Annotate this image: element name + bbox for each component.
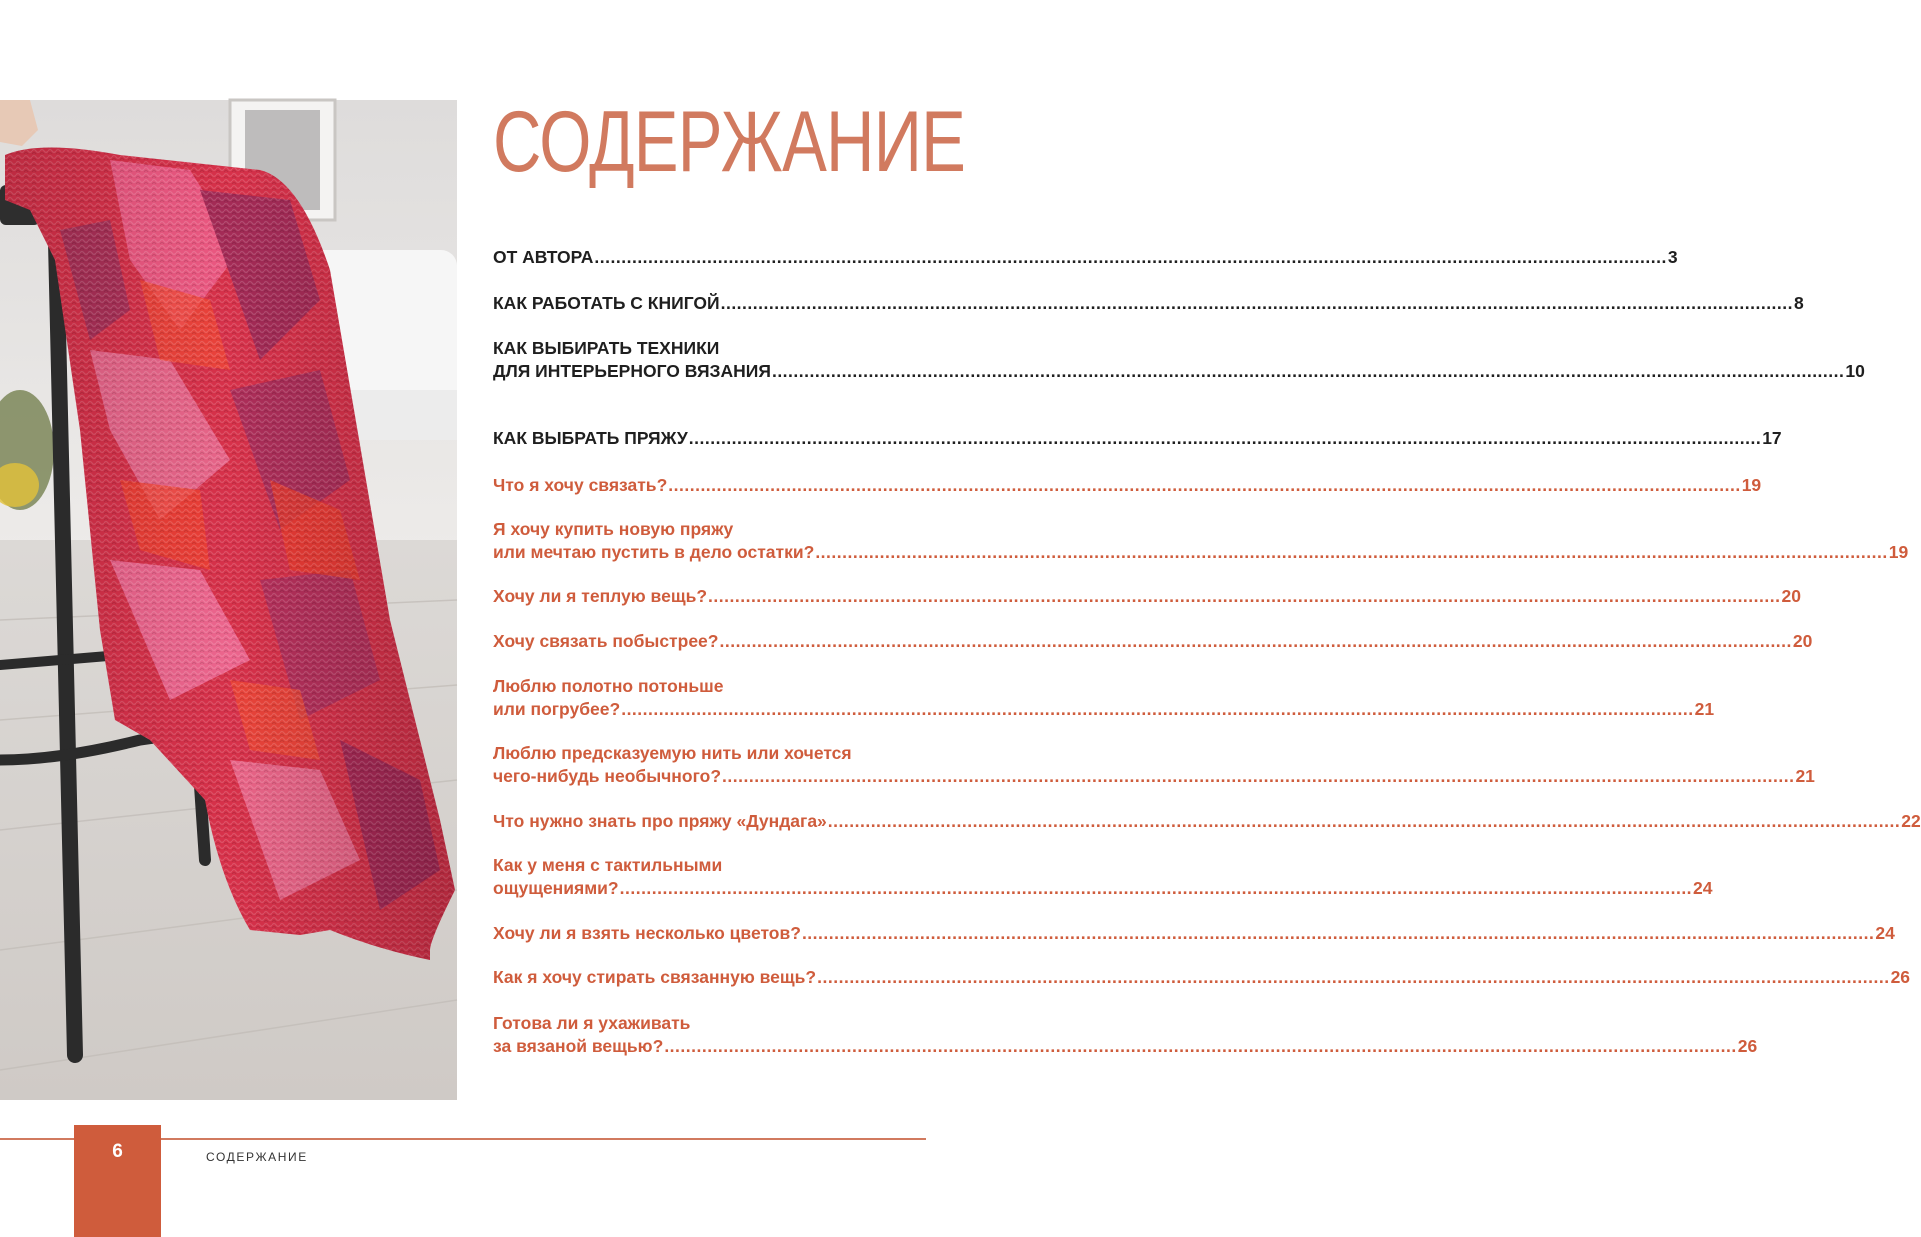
toc-page-number: 3	[1667, 247, 1678, 267]
toc-page-number: 19	[1888, 542, 1909, 562]
toc-page-number: 19	[1741, 475, 1762, 495]
toc-page-number: 21	[1795, 766, 1815, 786]
photo-illustration	[0, 100, 457, 1100]
toc-page-number: 10	[1845, 361, 1865, 381]
toc-page-number: 24	[1875, 923, 1895, 943]
toc-leader-dots: ........................................................................................................................................................................................................	[827, 811, 1901, 831]
toc-title: Люблю полотно потоньше	[493, 676, 724, 696]
toc-title: Что нужно знать про пряжу «Дундага»	[493, 811, 827, 831]
toc-line	[493, 854, 926, 877]
running-head: СОДЕРЖАНИЕ	[206, 1150, 308, 1164]
toc-entry-knit-faster[interactable]	[493, 630, 1813, 653]
toc-line	[493, 427, 1782, 450]
toc-page-number: 26	[1890, 967, 1911, 987]
toc-leader-dots: ........................................................................................................................................................................................................	[801, 923, 1875, 943]
toc-entry-dundaga-yarn[interactable]	[493, 810, 1921, 833]
toc-line	[493, 541, 1909, 564]
toc-leader-dots: ........................................................................................................................................................................................................	[619, 878, 1693, 898]
toc-leader-dots: ........................................................................................................................................................................................................	[815, 542, 1888, 562]
toc-title: Как я хочу стирать связанную вещь?	[493, 967, 817, 987]
toc-title: КАК ВЫБРАТЬ ПРЯЖУ	[493, 428, 688, 448]
toc-entry-choosing-techniques[interactable]	[493, 337, 1865, 383]
toc-title: или мечтаю пустить в дело остатки?	[493, 542, 815, 562]
toc-line	[493, 337, 926, 360]
toc-line	[493, 765, 1815, 788]
toc-line	[493, 360, 1865, 383]
toc-entry-warm-item[interactable]	[493, 585, 1801, 608]
toc-line	[493, 966, 1911, 989]
toc-line	[493, 518, 926, 541]
toc-line	[493, 630, 1813, 653]
toc-entry-about-author[interactable]	[493, 246, 1678, 269]
toc-leader-dots: ........................................................................................................................................................................................................	[719, 631, 1792, 651]
page-number: 6	[112, 1141, 123, 1162]
toc-entry-washing[interactable]	[493, 966, 1911, 989]
toc-title: КАК ВЫБИРАТЬ ТЕХНИКИ	[493, 338, 720, 358]
toc-line	[493, 922, 1895, 945]
toc-leader-dots: ........................................................................................................................................................................................................	[817, 967, 1890, 987]
toc-page-number: 26	[1737, 1036, 1758, 1056]
toc-entry-how-to-use-book[interactable]	[493, 292, 1804, 315]
toc-page-number: 20	[1781, 586, 1801, 606]
toc-entry-choosing-yarn[interactable]	[493, 427, 1782, 450]
toc-line	[493, 585, 1801, 608]
toc-leader-dots: ........................................................................................................................................................................................................	[722, 766, 1795, 786]
toc-leader-dots: ........................................................................................................................................................................................................	[668, 475, 1741, 495]
toc-line	[493, 474, 1762, 497]
toc-line	[493, 877, 1713, 900]
toc-page-number: 22	[1901, 811, 1921, 831]
toc-entry-predictable-thread[interactable]	[493, 742, 1815, 788]
toc-line	[493, 810, 1921, 833]
toc-line	[493, 246, 1678, 269]
toc-leader-dots: ........................................................................................................................................................................................................	[621, 699, 1694, 719]
toc-leader-dots: ........................................................................................................................................................................................................	[708, 586, 1781, 606]
photo-knitted-blanket-on-stool	[0, 100, 457, 1100]
toc-title: Как у меня с тактильными	[493, 855, 723, 875]
toc-line	[493, 1035, 1758, 1058]
page-number-box	[74, 1125, 161, 1237]
toc-line	[493, 742, 926, 765]
toc-leader-dots: ........................................................................................................................................................................................................	[594, 247, 1667, 267]
toc-page-number: 20	[1792, 631, 1813, 651]
page-title: СОДЕРЖАНИЕ	[493, 94, 966, 190]
toc-page-number: 24	[1693, 878, 1713, 898]
toc-leader-dots: ........................................................................................................................................................................................................	[720, 293, 1794, 313]
toc-title: Хочу ли я взять несколько цветов?	[493, 923, 801, 943]
toc-title: КАК РАБОТАТЬ С КНИГОЙ	[493, 293, 720, 313]
toc-title: Что я хочу связать?	[493, 475, 668, 495]
toc-title: Я хочу купить новую пряжу	[493, 519, 734, 539]
toc-title: ДЛЯ ИНТЕРЬЕРНОГО ВЯЗАНИЯ	[493, 361, 771, 381]
toc-title: Хочу ли я теплую вещь?	[493, 586, 708, 606]
toc-line	[493, 675, 926, 698]
toc-line	[493, 698, 1715, 721]
toc-entry-tactile-feel[interactable]	[493, 854, 1713, 900]
toc-title: Готова ли я ухаживать	[493, 1013, 691, 1033]
toc-entry-what-to-knit[interactable]	[493, 474, 1762, 497]
toc-title: ощущениями?	[493, 878, 619, 898]
toc-title: Хочу связать побыстрее?	[493, 631, 719, 651]
toc-page-number: 17	[1762, 428, 1782, 448]
toc-title: Люблю предсказуемую нить или хочется	[493, 743, 852, 763]
toc-entry-fabric-thickness[interactable]	[493, 675, 1715, 721]
toc-leader-dots: ........................................................................................................................................................................................................	[688, 428, 1762, 448]
toc-title: чего-нибудь необычного?	[493, 766, 722, 786]
toc-title: ОТ АВТОРА	[493, 247, 594, 267]
toc-line	[493, 1012, 926, 1035]
toc-title: за вязаной вещью?	[493, 1036, 664, 1056]
toc-page-number: 21	[1694, 699, 1715, 719]
toc-title: или погрубее?	[493, 699, 621, 719]
toc-leader-dots: ........................................................................................................................................................................................................	[771, 361, 1845, 381]
toc-line	[493, 292, 1804, 315]
toc-entry-several-colors[interactable]	[493, 922, 1895, 945]
toc-entry-new-yarn-or-leftovers[interactable]	[493, 518, 1909, 564]
toc-entry-care[interactable]	[493, 1012, 1758, 1058]
toc-leader-dots: ........................................................................................................................................................................................................	[664, 1036, 1737, 1056]
toc-page-number: 8	[1794, 293, 1804, 313]
